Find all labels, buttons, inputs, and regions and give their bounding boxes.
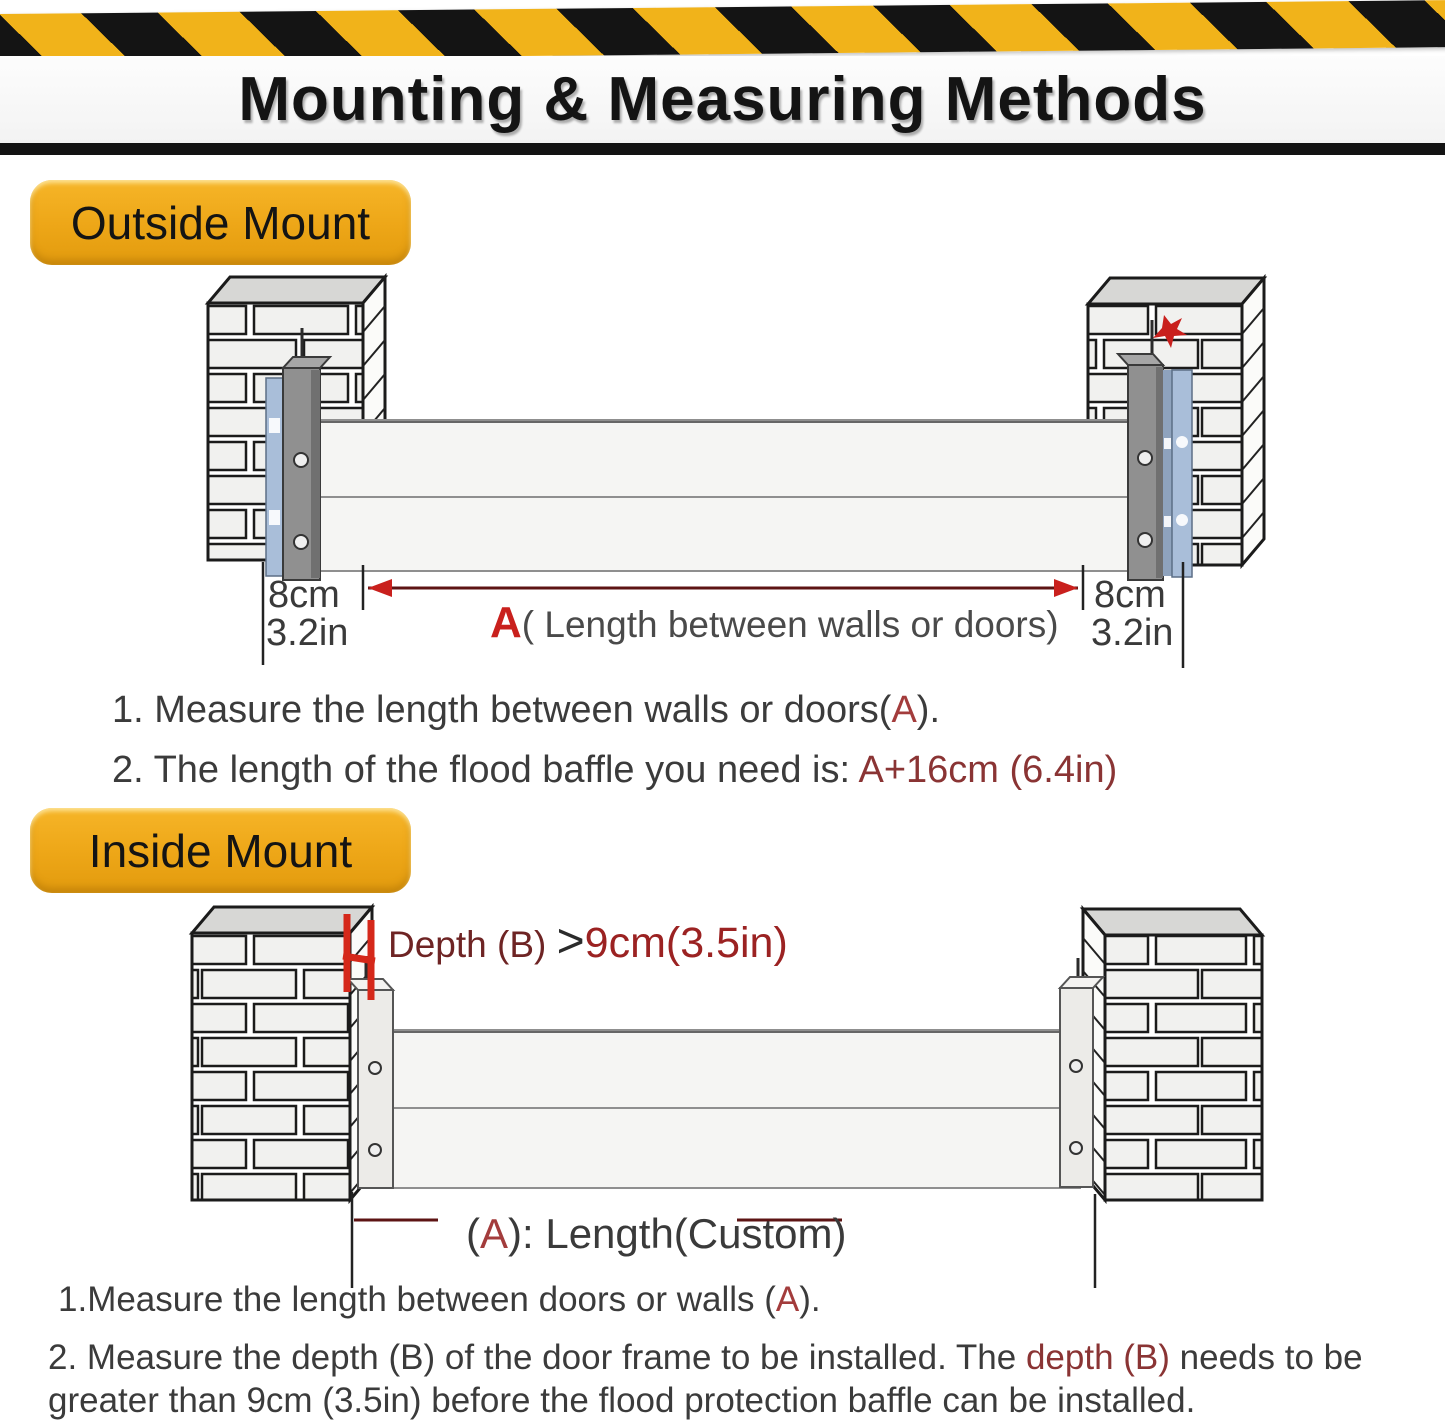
flood-baffle-panels bbox=[380, 1030, 1080, 1188]
title-band bbox=[0, 56, 1445, 143]
hazard-stripes bbox=[0, 0, 1445, 61]
outside-mount-badge-label: Outside Mount bbox=[70, 196, 371, 249]
screw-hole bbox=[294, 535, 308, 549]
inside-mount-badge-label: Inside Mount bbox=[88, 824, 353, 877]
right-seal-strip bbox=[1172, 370, 1192, 577]
screw-hole bbox=[369, 1144, 381, 1156]
outside-step-1 bbox=[112, 686, 1117, 735]
left-seal-strip bbox=[266, 378, 283, 576]
length-dimension bbox=[352, 1192, 1095, 1288]
step-letter-a: A bbox=[775, 1280, 800, 1319]
screw-hole bbox=[369, 1062, 381, 1074]
step-text: 1.Measure the length between doors or walls ( bbox=[58, 1280, 776, 1319]
flood-baffle-panels bbox=[320, 420, 1130, 571]
screw-hole bbox=[1138, 451, 1152, 465]
overlap-left-in: 3.2in bbox=[266, 612, 349, 654]
right-brick-pillar bbox=[1083, 909, 1262, 1200]
step-text: 2. Measure the depth (B) of the door frame to be installed. The bbox=[48, 1338, 1026, 1377]
step-text: 1. Measure the length between walls or doors( bbox=[112, 689, 892, 731]
screw-hole bbox=[1070, 1142, 1082, 1154]
title-divider-bar bbox=[0, 143, 1445, 155]
overlap-right-in: 3.2in bbox=[1091, 612, 1174, 654]
outside-mount-badge bbox=[30, 180, 411, 265]
step-text: needs to be greater than 9cm (3.5in) before the flood protection baffle can be installed. bbox=[48, 1338, 1363, 1420]
overlap-left-cm: 8cm bbox=[268, 574, 340, 616]
depth-requirement-label: Depth (B) >9cm(3.5in) bbox=[388, 915, 788, 968]
outside-mount-steps bbox=[112, 686, 1117, 806]
outside-step-2 bbox=[112, 746, 1117, 795]
step-text: 2. The length of the flood baffle you need is: bbox=[112, 749, 859, 791]
page-title: Mounting & Measuring Methods bbox=[238, 65, 1207, 134]
right-overlap-dimension bbox=[1083, 562, 1183, 668]
step-letter-a: A bbox=[891, 689, 917, 731]
screw-hole bbox=[294, 453, 308, 467]
inside-mount-steps bbox=[48, 1278, 1408, 1421]
left-overlap-dimension bbox=[263, 562, 363, 665]
inside-step-2 bbox=[48, 1336, 1408, 1421]
inside-step-1 bbox=[58, 1278, 1408, 1322]
step-formula: A+16cm (6.4in) bbox=[858, 749, 1118, 791]
step-highlight: depth (B) bbox=[1025, 1338, 1170, 1377]
screw-hole bbox=[1138, 533, 1152, 547]
span-label: A( Length between walls or doors) bbox=[490, 598, 1059, 647]
screw-hole bbox=[1070, 1060, 1082, 1072]
step-text: ). bbox=[799, 1280, 821, 1319]
span-dimension-arrow bbox=[368, 579, 1078, 647]
outside-mount-diagram bbox=[0, 270, 1445, 690]
hazard-stripe-banner bbox=[0, 0, 1445, 62]
length-label: (A): Length(Custom) bbox=[466, 1210, 847, 1257]
inside-mount-diagram bbox=[0, 900, 1445, 1322]
overlap-right-cm: 8cm bbox=[1094, 574, 1166, 616]
inside-mount-badge bbox=[30, 808, 411, 893]
step-text: ). bbox=[916, 689, 941, 731]
